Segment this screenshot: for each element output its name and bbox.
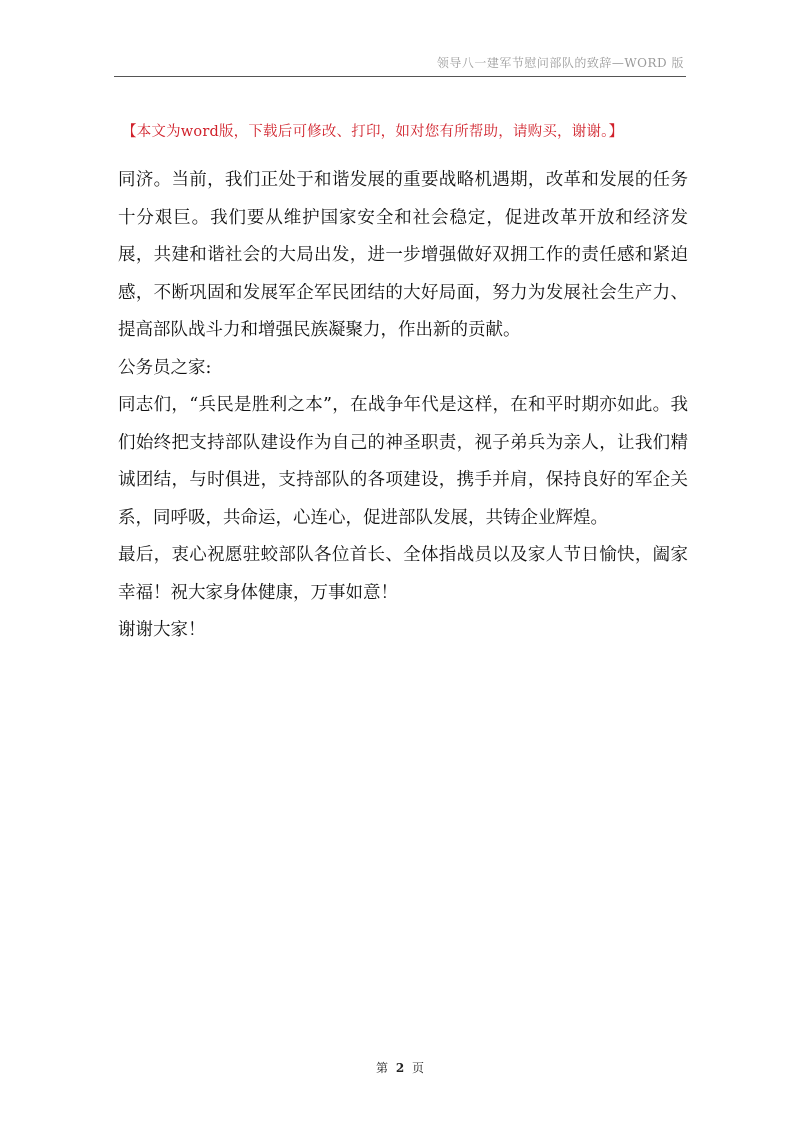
document-header-title: 领导八一建军节慰问部队的致辞—WORD 版 (436, 56, 684, 70)
download-notice: 【本文为word版，下载后可修改、打印，如对您有所帮助，请购买，谢谢。】 (122, 124, 624, 140)
paragraph-1: 同济。当前，我们正处于和谐发展的重要战略机遇期，改革和发展的任务十分艰巨。我们要从维护国家安全和社会稳定，促进改革开放和经济发展，共建和谐社会的大局出发，进一步增强做好双拥工作的责任感和紧迫感，不断巩固和发展军企军民团结的大好局面，努力为发展社会生产力、提高部队战斗力和增强民族凝聚力，作出新的贡献。 (118, 170, 688, 340)
page-footer (0, 1059, 800, 1076)
paragraph-3: 同志们，“兵民是胜利之本”，在战争年代是这样，在和平时期亦如此。我们始终把支持部队建设作为自己的神圣职责，视子弟兵为亲人，让我们精诚团结，与时俱进，支持部队的各项建设，携手并肩，保持良好的军企关系，同呼吸，共命运，心连心，促进部队发展，共铸企业辉煌。 (118, 395, 688, 528)
page-number: 2 (395, 1061, 405, 1075)
page-label-prefix: 第 (375, 1061, 388, 1075)
header-divider (114, 76, 686, 77)
document-body (118, 162, 688, 650)
paragraph-2: 公务员之家: (118, 357, 212, 378)
paragraph-5: 谢谢大家！ (118, 620, 206, 640)
paragraph-4: 最后，衷心祝愿驻蛟部队各位首长、全体指战员以及家人节日愉快，阖家幸福！祝大家身体健康，万事如意！ (118, 545, 688, 603)
page-label-suffix: 页 (412, 1061, 425, 1075)
